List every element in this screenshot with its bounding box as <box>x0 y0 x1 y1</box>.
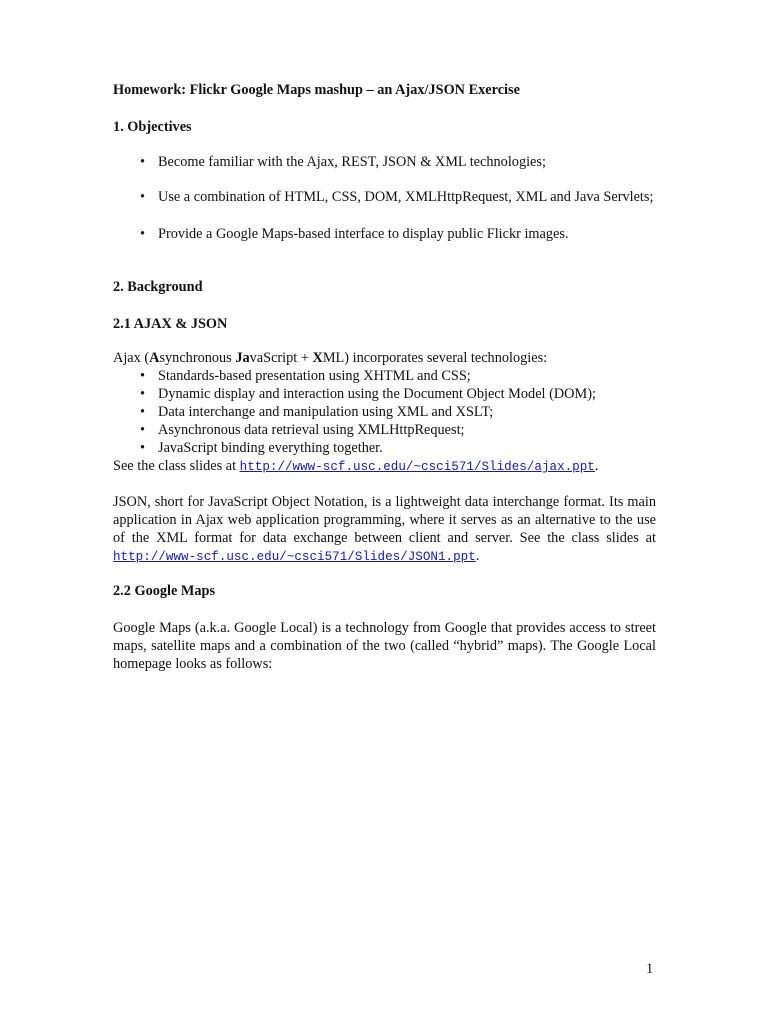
list-item: • Asynchronous data retrieval using XMLHttpRequest; <box>113 421 656 439</box>
list-item: • JavaScript binding everything together. <box>113 439 656 457</box>
ajax-intro: Ajax (Asynchronous JavaScript + XML) incorporates several technologies: <box>113 350 548 366</box>
section-google-maps-heading: 2.2 Google Maps <box>113 583 216 599</box>
document-title: Homework: Flickr Google Maps mashup – an Ajax/JSON Exercise <box>113 82 520 98</box>
list-item: • Dynamic display and interaction using the Document Object Model (DOM); <box>113 385 656 403</box>
page-number: 1 <box>646 961 654 977</box>
google-maps-paragraph: Google Maps (a.k.a. Google Local) is a technology from Google that provides access to street maps, satellite maps and a combination of the two (called “hybrid” maps). The Google Local homepage looks as follows: <box>113 620 656 672</box>
ajax-slides-line: See the class slides at http://www-scf.usc.edu/~csci571/Slides/ajax.ppt. <box>113 458 599 474</box>
ajax-slides-link[interactable]: http://www-scf.usc.edu/~csci571/Slides/ajax.ppt <box>239 460 595 474</box>
list-item: • Data interchange and manipulation using XML and XSLT; <box>113 403 656 421</box>
list-item: • Become familiar with the Ajax, REST, JSON & XML technologies; <box>113 153 656 171</box>
list-item: • Provide a Google Maps-based interface to display public Flickr images. <box>113 225 656 243</box>
json-paragraph: JSON, short for JavaScript Object Notation, is a lightweight data interchange format. Its main application in Ajax web application programming, where it serves as an alternative to the use of the XML format for data exchange between client and server. See the class slides at http://www-scf.usc.edu/~csci571/Slides/JSON1.ppt. <box>113 494 656 564</box>
objectives-list <box>113 153 656 243</box>
list-item: • Standards-based presentation using XHTML and CSS; <box>113 367 656 385</box>
ajax-technologies-list <box>113 367 656 457</box>
json-slides-link[interactable]: http://www-scf.usc.edu/~csci571/Slides/JSON1.ppt <box>113 550 476 564</box>
list-item: • Use a combination of HTML, CSS, DOM, XMLHttpRequest, XML and Java Servlets; <box>113 188 656 206</box>
section-background-heading: 2. Background <box>113 279 203 295</box>
section-ajax-json-heading: 2.1 AJAX & JSON <box>113 316 228 332</box>
section-objectives-heading: 1. Objectives <box>113 119 192 135</box>
